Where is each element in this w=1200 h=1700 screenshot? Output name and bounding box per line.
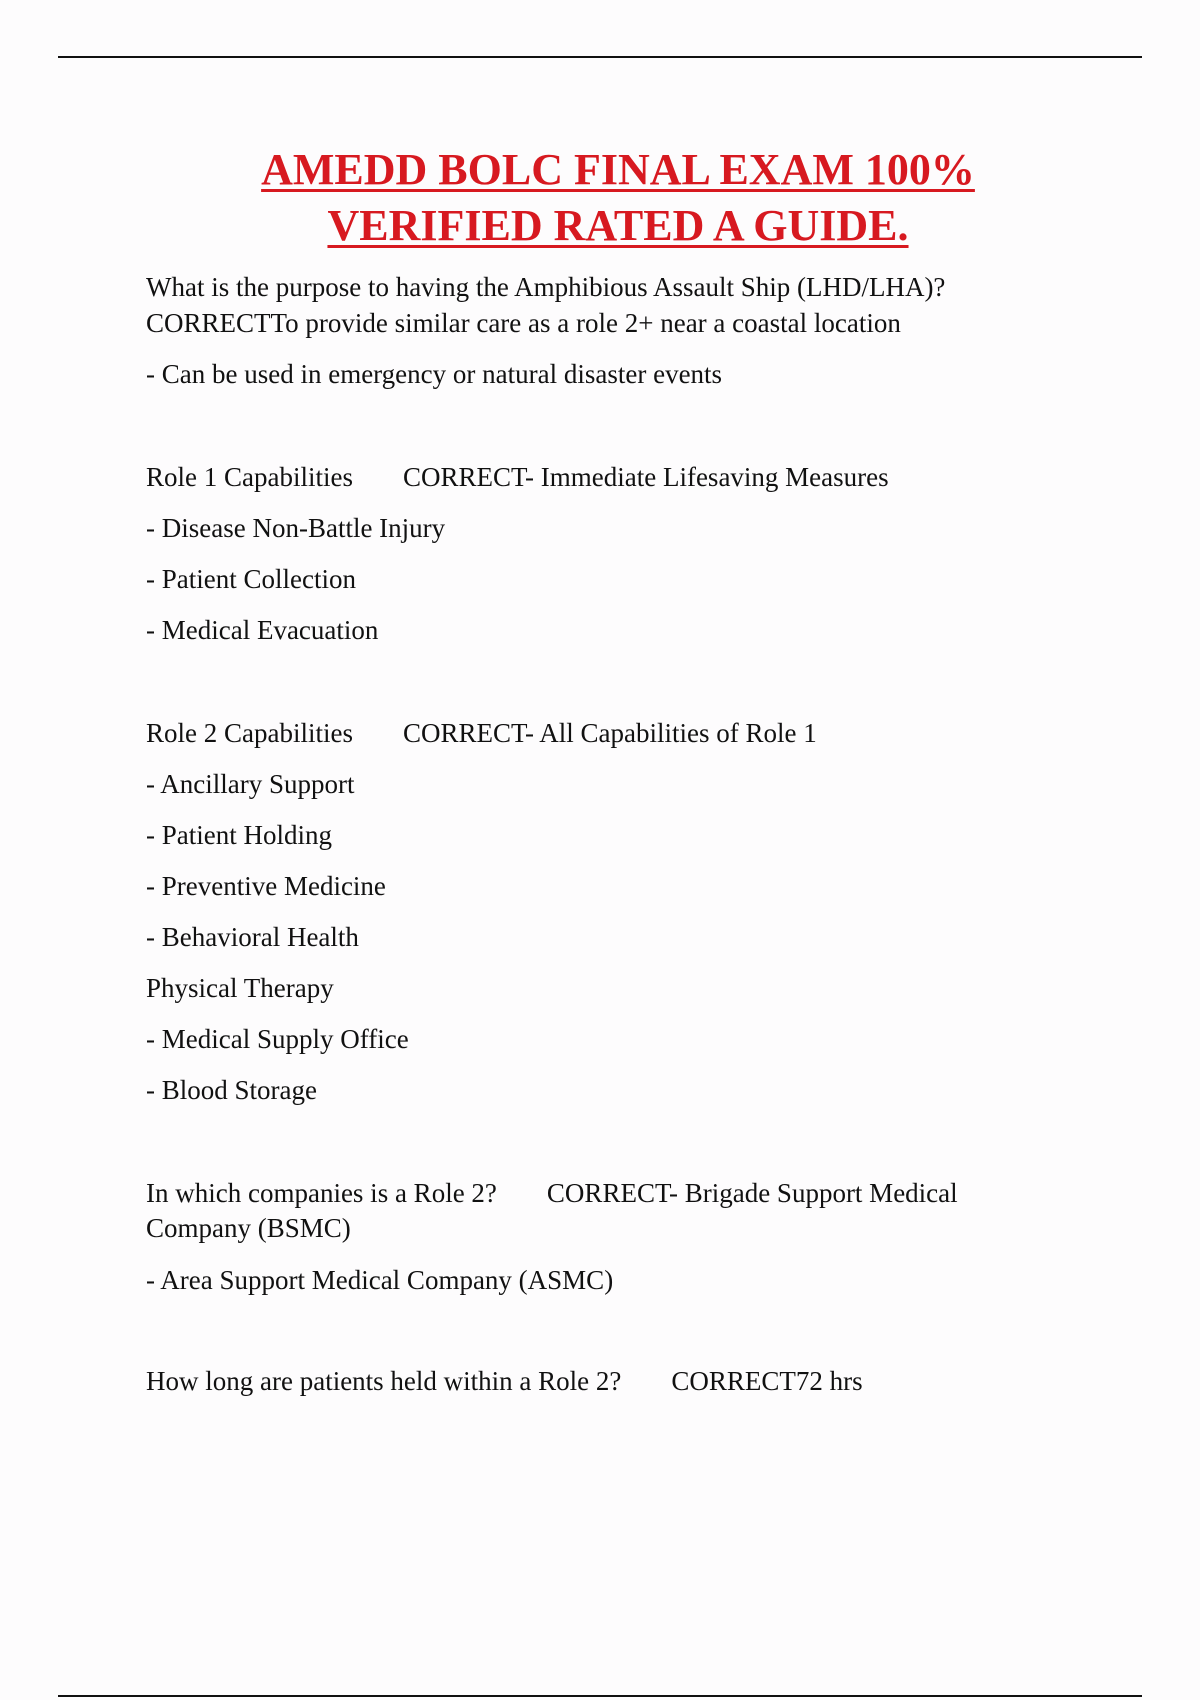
q1-bullet-1: - Can be used in emergency or natural disaster events: [146, 359, 723, 389]
q2-question: Role 1 Capabilities: [146, 462, 353, 492]
q1-question: What is the purpose to having the Amphibious Assault Ship (LHD/LHA)?: [146, 272, 946, 302]
q2-answer: CORRECT- Immediate Lifesaving Measures: [402, 462, 889, 492]
title-line-1: AMEDD BOLC FINAL EXAM 100%: [261, 145, 975, 194]
document-title: [0, 142, 1200, 254]
title-line-2: VERIFIED RATED A GUIDE.: [327, 201, 909, 250]
q5-row: [146, 1364, 863, 1399]
q4-bullet-1: - Area Support Medical Company (ASMC): [146, 1265, 614, 1295]
q3-answer: CORRECT- All Capabilities of Role 1: [402, 718, 817, 748]
q5-answer: CORRECT72 hrs: [671, 1366, 863, 1396]
q4-answer-cont: Company (BSMC): [146, 1213, 351, 1243]
q3-row: [146, 716, 817, 751]
q4-row: [146, 1176, 958, 1211]
q3-bullet-6: - Medical Supply Office: [146, 1024, 409, 1054]
q3-question: Role 2 Capabilities: [146, 718, 353, 748]
top-rule: [58, 56, 1142, 58]
q1-answer: CORRECTTo provide similar care as a role 2+ near a coastal location: [146, 308, 901, 338]
q3-bullet-5: Physical Therapy: [146, 973, 334, 1003]
q2-bullet-2: - Patient Collection: [146, 564, 356, 594]
q2-bullet-3: - Medical Evacuation: [146, 615, 379, 645]
q3-bullet-1: - Ancillary Support: [146, 769, 355, 799]
q2-row: [146, 460, 889, 495]
q4-answer: CORRECT- Brigade Support Medical: [546, 1178, 958, 1208]
q2-bullet-1: - Disease Non-Battle Injury: [146, 513, 446, 543]
q3-bullet-4: - Behavioral Health: [146, 922, 359, 952]
q4-question: In which companies is a Role 2?: [146, 1178, 497, 1208]
q3-bullet-2: - Patient Holding: [146, 820, 332, 850]
q3-bullet-7: - Blood Storage: [146, 1075, 317, 1105]
bottom-rule: [58, 1695, 1142, 1697]
q5-question: How long are patients held within a Role 2?: [146, 1366, 622, 1396]
q3-bullet-3: - Preventive Medicine: [146, 871, 386, 901]
